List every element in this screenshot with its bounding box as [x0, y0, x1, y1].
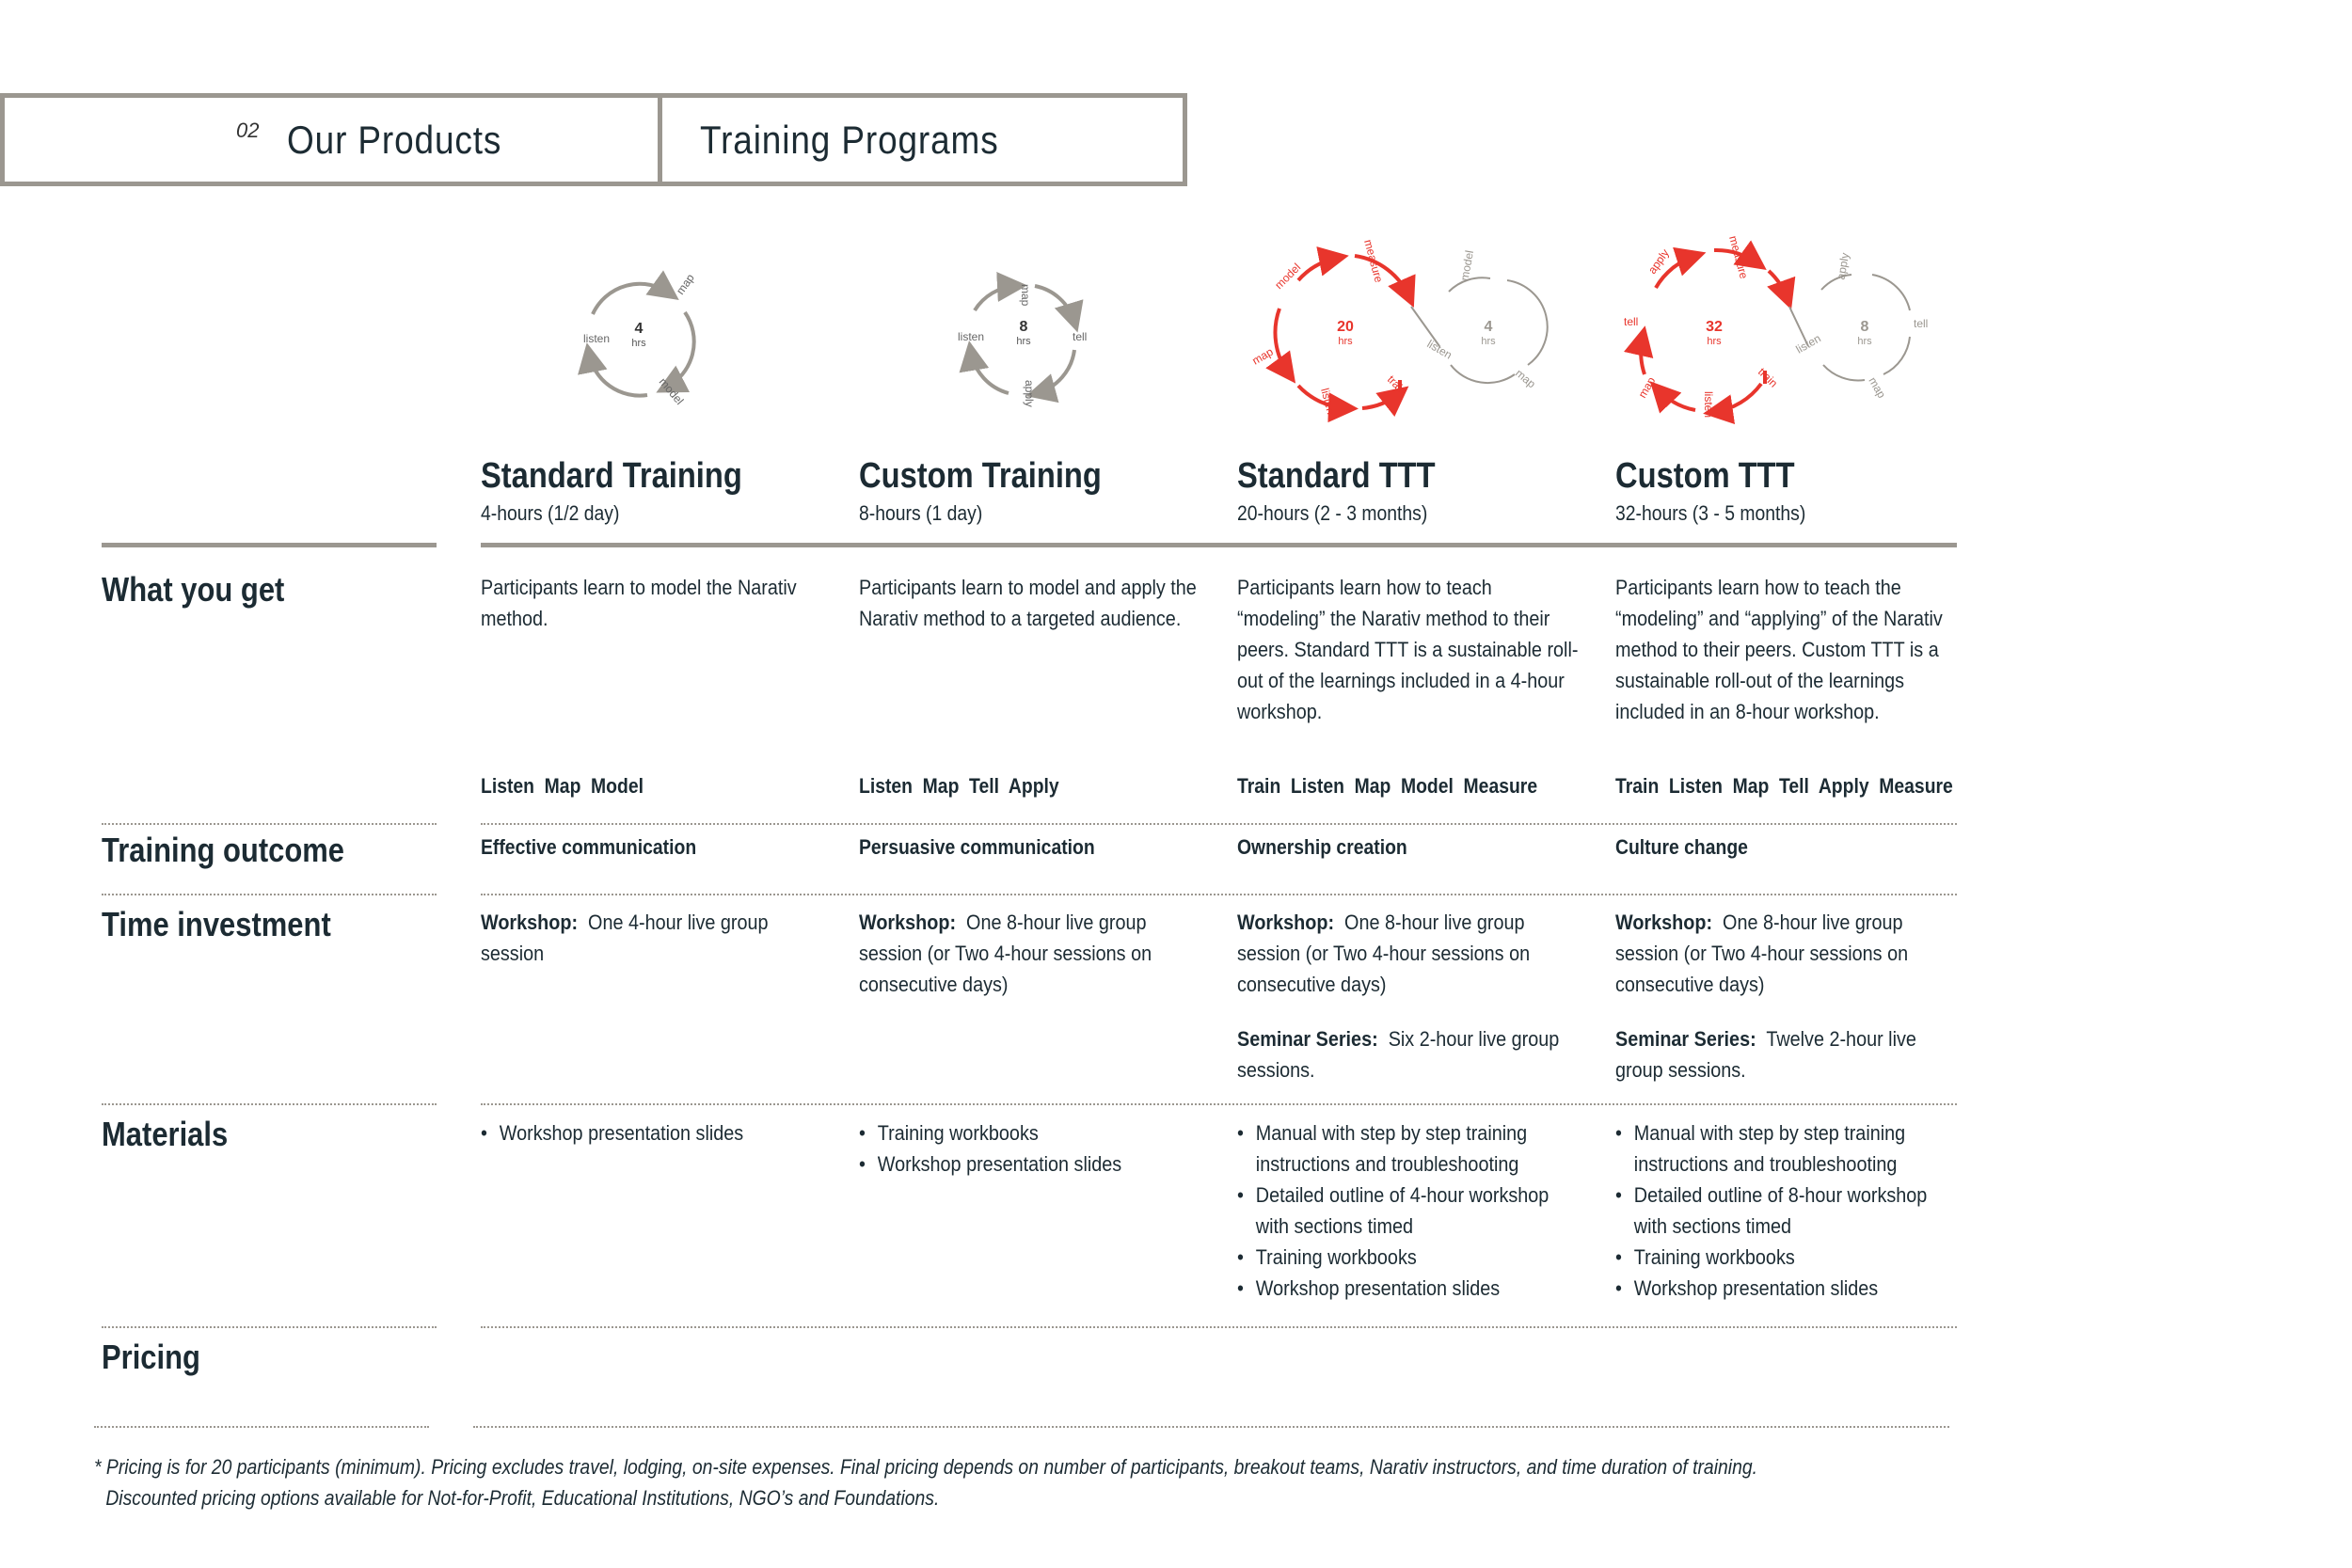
diagram-hours: 20	[1337, 319, 1354, 335]
column-title-custom-ttt: Custom TTT	[1615, 456, 1795, 496]
materials-item: • Detailed outline of 8-hour workshop with sections timed	[1615, 1180, 1963, 1242]
what-you-get-text: Participants learn how to teach the “modeling” and “applying” of the Narativ method to their peers. Custom TTT is a sustainable roll-out of the learnings included in an 8-hour workshop.	[1615, 576, 1943, 723]
materials-item: • Manual with step by step training instructions and troubleshooting	[1615, 1117, 1963, 1180]
what-you-get-text: Participants learn how to teach “modeling” the Narativ method to their peers. Standard TTT is a sustainable roll-out of the learnings included in a 4-hour workshop.	[1237, 576, 1579, 723]
materials-list	[1615, 1117, 1963, 1304]
training-outcome: Persuasive communication	[859, 835, 1095, 859]
method-steps: Train Listen Map Tell Apply Measure	[1615, 774, 1953, 798]
materials-cell	[1237, 1117, 1585, 1304]
row-divider	[481, 894, 1957, 895]
workshop-text: One 4-hour live group session	[481, 911, 769, 965]
training-outcome: Ownership creation	[1237, 835, 1407, 859]
section-header	[0, 93, 1187, 186]
what-you-get-cell	[481, 572, 829, 634]
workshop-text: One 8-hour live group session (or Two 4-hour sessions on consecutive days)	[1237, 911, 1531, 996]
diagram-label: map	[1866, 374, 1889, 401]
diagram-label: tell	[1624, 315, 1639, 328]
row-label-materials: Materials	[102, 1115, 229, 1153]
time-investment-cell	[1237, 907, 1585, 1085]
diagram-inner-hours: 8	[1860, 319, 1869, 335]
materials-cell	[481, 1117, 829, 1148]
workshop-entry	[859, 907, 1206, 1000]
workshop-text: One 8-hour live group session (or Two 4-hour sessions on consecutive days)	[1615, 911, 1909, 996]
diagram-label: tell	[1914, 317, 1929, 330]
diagram-label: model	[1457, 249, 1477, 282]
seminar-entry	[1615, 1023, 1963, 1085]
row-divider	[481, 823, 1957, 825]
materials-list	[481, 1117, 828, 1148]
diagram-hours: 4	[634, 321, 644, 337]
workshop-entry	[1237, 907, 1584, 1000]
pricing-footnote	[94, 1451, 1757, 1513]
diagram-inner-unit: hrs	[1857, 336, 1872, 347]
diagram-label: measure	[1726, 234, 1751, 280]
diagram-label: apply	[1023, 380, 1036, 407]
workshop-label: Workshop:	[481, 911, 579, 934]
diagram-label: map	[1249, 344, 1276, 368]
diagram-label: model	[1272, 261, 1304, 293]
diagram-label: map	[1019, 284, 1032, 307]
materials-item: • Workshop presentation slides	[481, 1117, 828, 1148]
label-column-rule	[102, 543, 437, 547]
row-label-time-investment: Time investment	[102, 905, 331, 943]
row-divider	[102, 823, 437, 825]
diagram-label: measure	[1361, 238, 1386, 284]
what-you-get-cell	[859, 572, 1207, 634]
diagram-label: train	[1755, 365, 1781, 390]
infinity-diagram-32hrs	[1611, 233, 1940, 431]
materials-item: • Manual with step by step training instructions and troubleshooting	[1237, 1117, 1584, 1180]
what-you-get-cell	[1615, 572, 1963, 727]
workshop-label: Workshop:	[1237, 911, 1335, 934]
diagram-unit: hrs	[1016, 336, 1031, 347]
diagram-label: listen	[1424, 337, 1454, 362]
diagram-label: train	[1384, 372, 1410, 398]
column-title-custom-training: Custom Training	[859, 456, 1102, 496]
training-outcome: Effective communication	[481, 835, 697, 859]
column-subtitle: 32-hours (3 - 5 months)	[1615, 501, 1806, 525]
diagram-label: listen	[1318, 387, 1338, 416]
workshop-label: Workshop:	[859, 911, 957, 934]
seminar-text: Six 2-hour live group sessions.	[1237, 1027, 1560, 1082]
diagram-label: model	[656, 374, 687, 407]
what-you-get-cell	[1237, 572, 1585, 727]
materials-list	[859, 1117, 1206, 1180]
seminar-text: Twelve 2-hour live group sessions.	[1615, 1027, 1916, 1082]
diagram-label: apply	[1645, 246, 1672, 277]
cycle-diagram-8hrs	[948, 265, 1099, 416]
seminar-entry	[1237, 1023, 1584, 1085]
method-steps: Train Listen Map Model Measure	[1237, 774, 1538, 798]
column-subtitle: 4-hours (1/2 day)	[481, 501, 620, 525]
diagram-label: listen	[958, 330, 985, 343]
workshop-entry	[1615, 907, 1963, 1000]
row-divider	[102, 1326, 437, 1328]
diagram-label: apply	[1834, 251, 1852, 281]
column-subtitle: 8-hours (1 day)	[859, 501, 983, 525]
workshop-text: One 8-hour live group session (or Two 4-hour sessions on consecutive days)	[859, 911, 1152, 996]
diagram-label: listen	[1793, 331, 1823, 356]
diagram-hours: 8	[1019, 319, 1028, 335]
materials-item: • Training workbooks	[859, 1117, 1206, 1148]
method-steps: Listen Map Tell Apply	[859, 774, 1059, 798]
materials-item: • Detailed outline of 4-hour workshop with sections timed	[1237, 1180, 1584, 1242]
row-label-training-outcome: Training outcome	[102, 831, 345, 869]
diagram-label: map	[1635, 374, 1659, 401]
page-title: Training Programs	[700, 117, 999, 162]
footnote-line: Discounted pricing options available for Not-for-Profit, Educational Institutions, NGO’s and Foundations.	[105, 1486, 940, 1510]
diagram-label: tell	[1073, 330, 1088, 343]
materials-item: • Workshop presentation slides	[1237, 1273, 1584, 1304]
cycle-diagram-4hrs	[564, 267, 715, 418]
row-label-pricing: Pricing	[102, 1338, 200, 1376]
row-divider	[481, 1326, 1957, 1328]
diagram-label: map	[1513, 366, 1538, 391]
row-divider	[473, 1426, 1949, 1428]
diagram-unit: hrs	[1338, 336, 1353, 347]
column-title-standard-training: Standard Training	[481, 456, 742, 496]
time-investment-cell	[481, 907, 829, 969]
row-divider	[481, 1103, 1957, 1105]
section-name: Our Products	[287, 117, 502, 162]
materials-item: • Workshop presentation slides	[1615, 1273, 1963, 1304]
seminar-label: Seminar Series:	[1237, 1027, 1378, 1051]
section-number: 02	[236, 118, 260, 142]
seminar-label: Seminar Series:	[1615, 1027, 1756, 1051]
materials-item: • Training workbooks	[1237, 1242, 1584, 1273]
materials-cell	[859, 1117, 1207, 1180]
time-investment-cell	[1615, 907, 1963, 1085]
section-tab	[5, 98, 662, 182]
method-steps: Listen Map Model	[481, 774, 644, 798]
column-title-standard-ttt: Standard TTT	[1237, 456, 1436, 496]
row-divider	[102, 894, 437, 895]
row-label-what-you-get: What you get	[102, 570, 285, 609]
page-title-cell	[662, 98, 1183, 182]
materials-item: • Workshop presentation slides	[859, 1148, 1206, 1180]
diagram-unit: hrs	[631, 338, 646, 349]
materials-cell	[1615, 1117, 1963, 1304]
diagram-inner-hours: 4	[1484, 319, 1493, 335]
diagram-label: listen	[583, 332, 611, 345]
materials-list	[1237, 1117, 1584, 1304]
row-divider	[94, 1426, 429, 1428]
diagram-label: map	[673, 271, 697, 297]
column-subtitle: 20-hours (2 - 3 months)	[1237, 501, 1428, 525]
diagram-hours: 32	[1706, 319, 1723, 335]
what-you-get-text: Participants learn to model the Narativ method.	[481, 576, 797, 630]
what-you-get-text: Participants learn to model and apply the Narativ method to a targeted audience.	[859, 576, 1197, 630]
diagram-unit: hrs	[1707, 336, 1722, 347]
training-outcome: Culture change	[1615, 835, 1748, 859]
row-divider	[102, 1103, 437, 1105]
time-investment-cell	[859, 907, 1207, 1000]
materials-item: • Training workbooks	[1615, 1242, 1963, 1273]
infinity-diagram-20hrs	[1242, 233, 1562, 431]
diagram-inner-unit: hrs	[1481, 336, 1496, 347]
header-rule	[481, 543, 1957, 547]
workshop-entry	[481, 907, 828, 969]
footnote-line: * Pricing is for 20 participants (minimum). Pricing excludes travel, lodging, on-site expenses. Final pricing depends on number of participants, breakout teams, Narativ instructors, and time duration of training.	[94, 1455, 1757, 1479]
diagram-label: listen	[1702, 391, 1715, 419]
workshop-label: Workshop:	[1615, 911, 1713, 934]
